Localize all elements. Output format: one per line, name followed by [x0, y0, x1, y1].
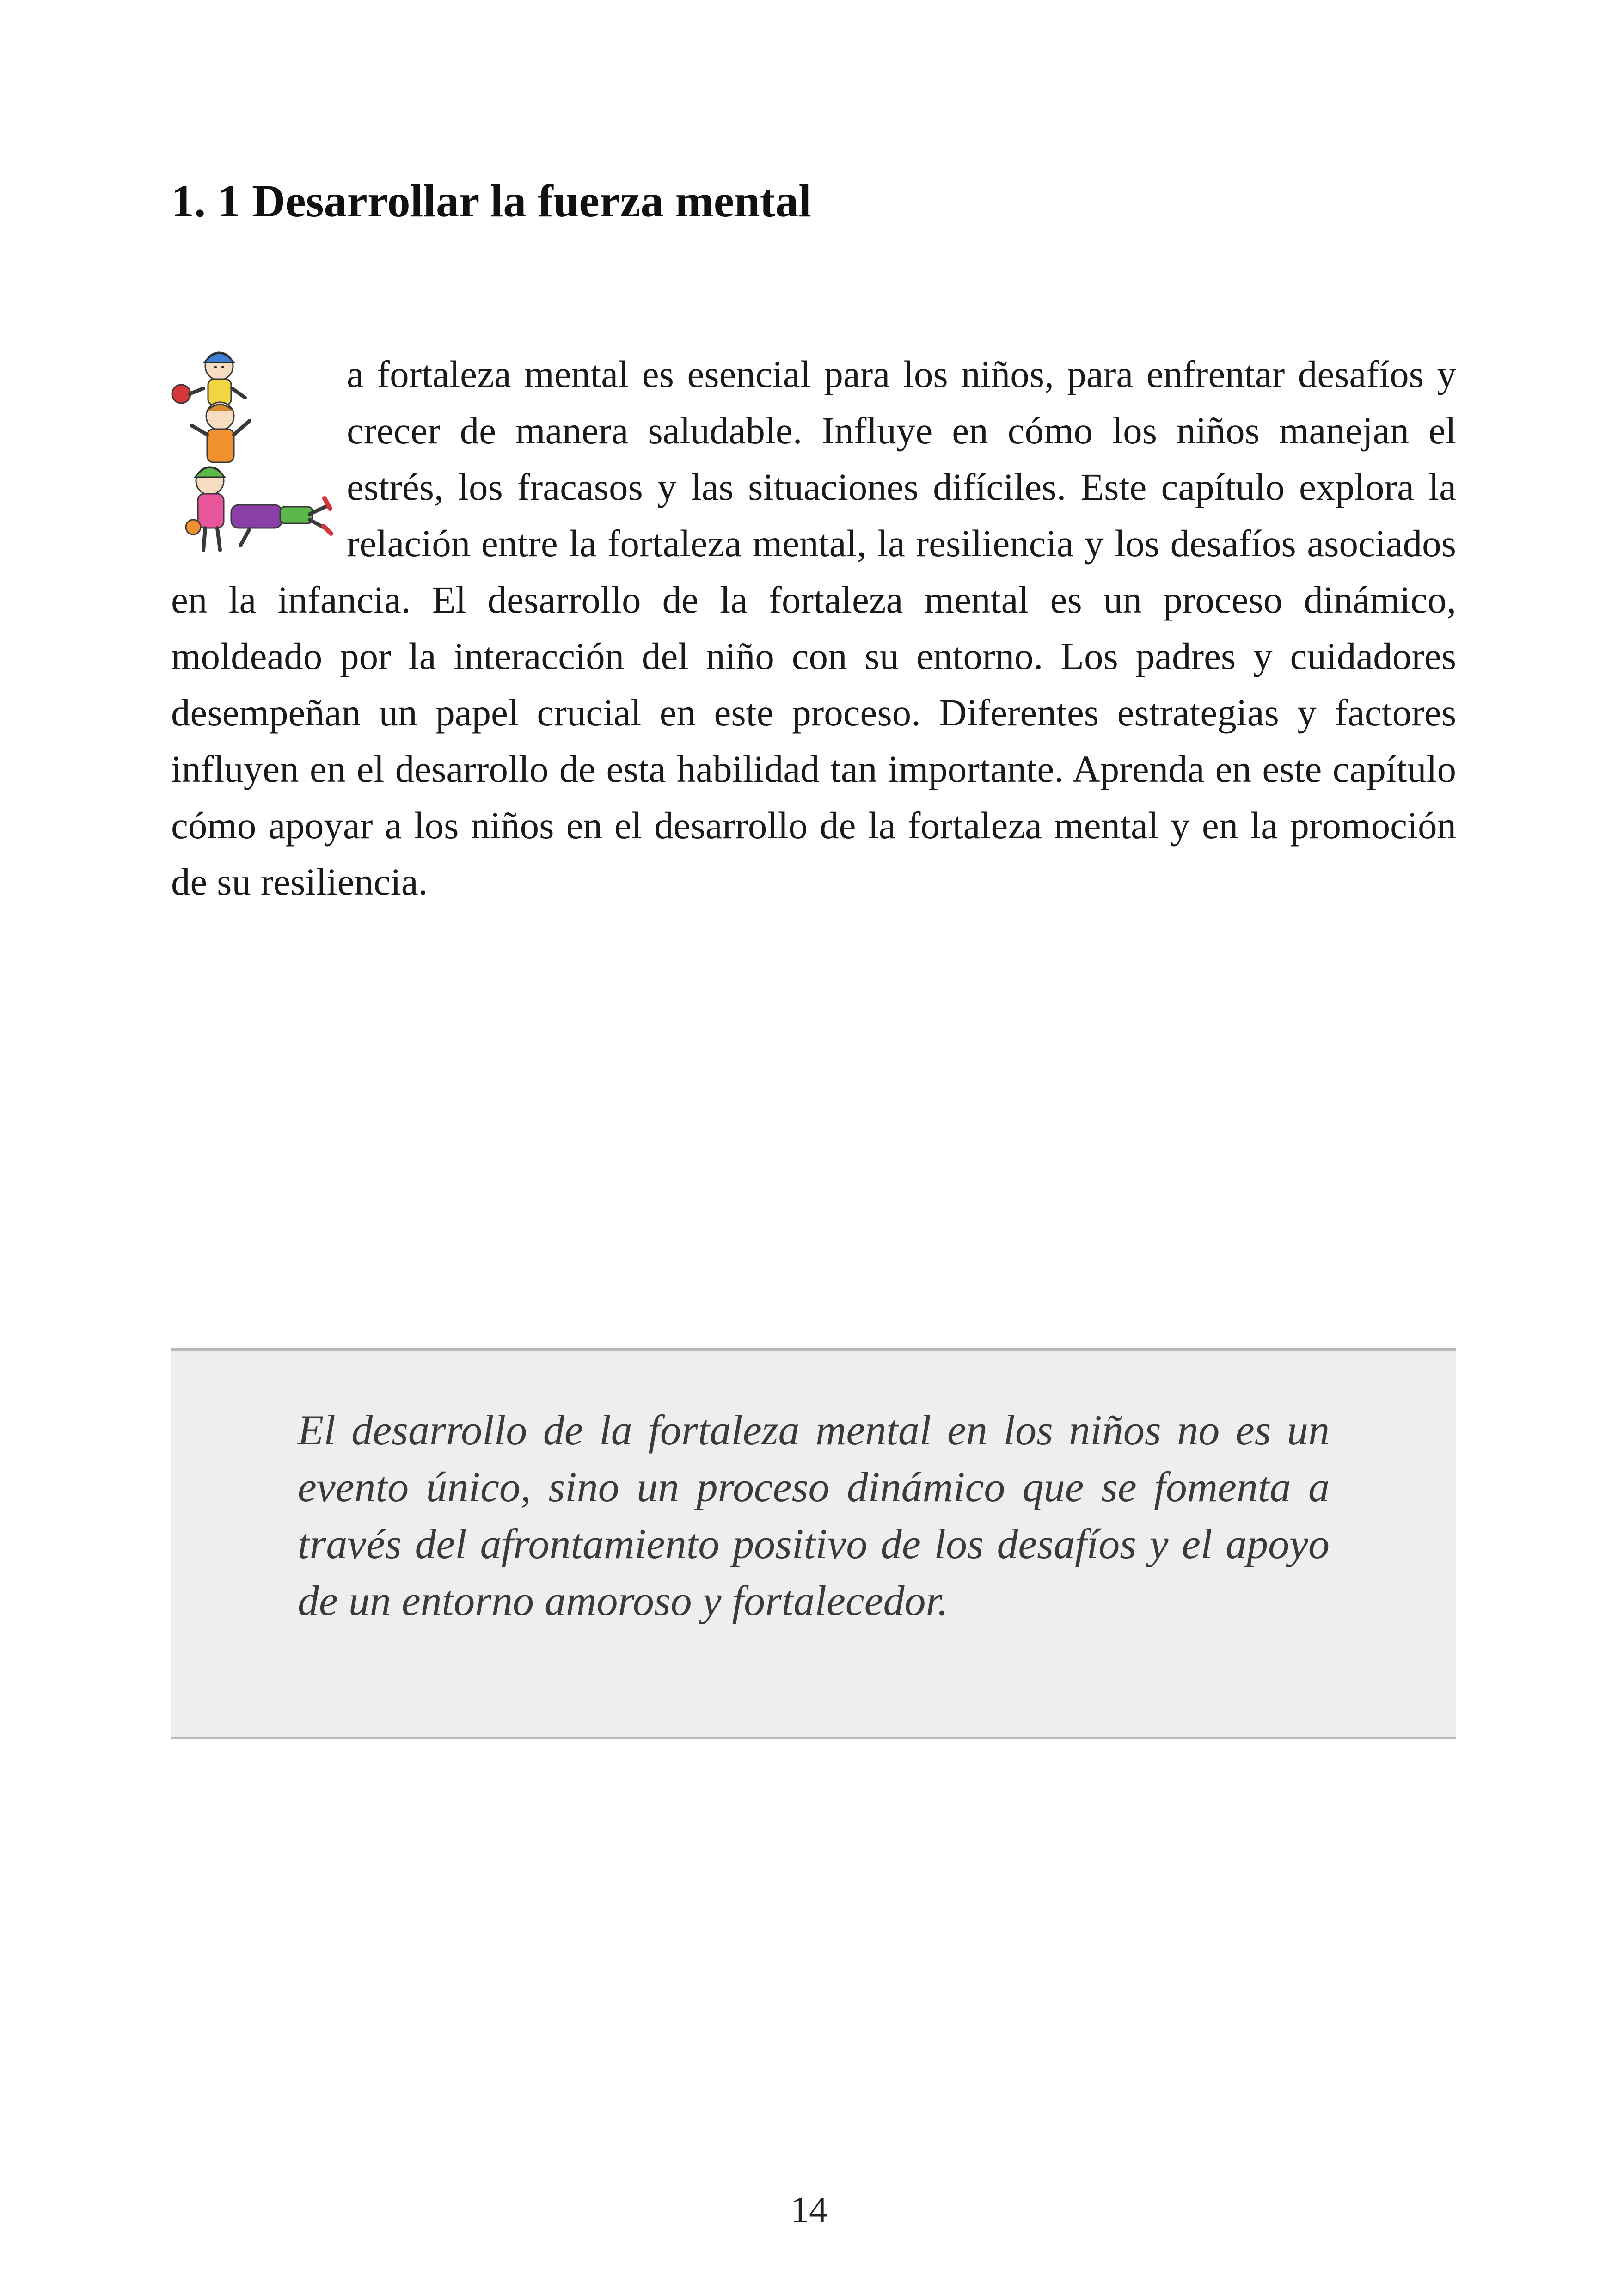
intro-paragraph: a fortaleza mental es esencial para los niños, para enfrentar desafíos y crecer de manera saludable. Influye en cómo los niños manejan el estrés, los fracasos y las situaciones difíciles. Este capítulo explora la relación entre la fortaleza mental, la resiliencia y los desafíos asociados en la infancia. El desarrollo de la fortaleza mental es un proceso dinámico, moldeado por la interacción del niño con su entorno. Los padres y cuidadores desempeñan un papel crucial en este proceso. Diferentes estrategias y factores influyen en el desarrollo de esta habilidad tan importante. Aprenda en este capítulo cómo apoyar a los niños en el desarrollo de la fortaleza mental y en la promoción de su resiliencia. [171, 353, 1456, 903]
section-heading: 1. 1 Desarrollar la fuerza mental [171, 175, 811, 227]
dropcap-illustration [171, 342, 337, 568]
children-stacked-illustration [171, 342, 337, 568]
callout-box [171, 1348, 1456, 1739]
callout-quote: El desarrollo de la fortaleza mental en los niños no es un evento único, sino un proceso dinámico que se fomenta a través del afrontamiento positivo de los desafíos y el apoyo de un entorno amoroso y fortalecedor. [298, 1406, 1330, 1624]
page-number: 14 [791, 2190, 827, 2230]
intro-paragraph-block [171, 346, 1456, 910]
